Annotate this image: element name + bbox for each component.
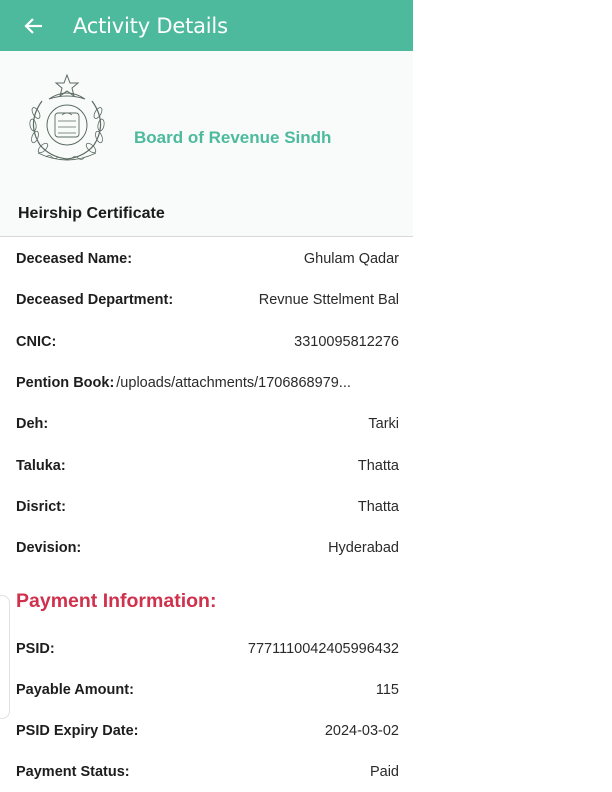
detail-label: Deceased Name: (16, 251, 133, 267)
detail-row-taluka (16, 456, 399, 476)
detail-value: 3310095812276 (294, 334, 399, 350)
organization-name: Board of Revenue Sindh (134, 128, 332, 147)
payment-status-value: Paid (369, 764, 399, 780)
detail-row-pension-book (16, 373, 399, 393)
detail-label: Devision: (16, 540, 82, 556)
detail-label: Deh: (16, 416, 49, 432)
detail-label: Pention Book: (16, 375, 115, 391)
payment-value: 115 (375, 682, 399, 698)
side-drawer-handle[interactable] (0, 595, 10, 719)
detail-value: Hyderabad (328, 540, 399, 556)
payment-row-payable-amount (16, 680, 399, 700)
certificate-title: Heirship Certificate (18, 205, 165, 222)
detail-label: CNIC: (16, 334, 57, 350)
detail-row-division (16, 538, 399, 558)
payment-row-psid-expiry (16, 721, 399, 741)
payment-section-heading: Payment Information: (16, 590, 217, 612)
payment-value: 7771110042405996432 (247, 641, 399, 657)
detail-label: Disrict: (16, 499, 66, 515)
detail-label: Taluka: (16, 458, 66, 474)
detail-row-deceased-department (16, 290, 399, 310)
sindh-government-emblem-icon (22, 73, 112, 165)
app-bar (0, 0, 413, 51)
detail-row-deceased-name (16, 249, 399, 269)
back-button[interactable] (22, 14, 46, 38)
payment-label: PSID: (16, 641, 55, 657)
detail-row-deh (16, 414, 399, 434)
certificate-header (0, 51, 413, 237)
payment-label: PSID Expiry Date: (16, 723, 139, 739)
detail-value: Thatta (357, 458, 399, 474)
detail-value: Tarki (368, 416, 399, 432)
payment-label: Payable Amount: (16, 682, 134, 698)
payment-value: 2024-03-02 (324, 723, 399, 739)
arrow-left-icon (24, 16, 44, 36)
detail-value: Thatta (357, 499, 399, 515)
detail-label: Deceased Department: (16, 292, 174, 308)
payment-label: Payment Status: (16, 764, 130, 780)
payment-row-psid (16, 639, 399, 659)
detail-value: Revnue Sttelment Bal (258, 292, 399, 308)
page-title: Activity Details (73, 13, 228, 38)
attachment-link[interactable]: /uploads/attachments/1706868979... (116, 375, 351, 391)
detail-row-district (16, 497, 399, 517)
detail-row-cnic (16, 332, 399, 352)
payment-row-status (16, 762, 399, 782)
detail-value: Ghulam Qadar (303, 251, 399, 267)
